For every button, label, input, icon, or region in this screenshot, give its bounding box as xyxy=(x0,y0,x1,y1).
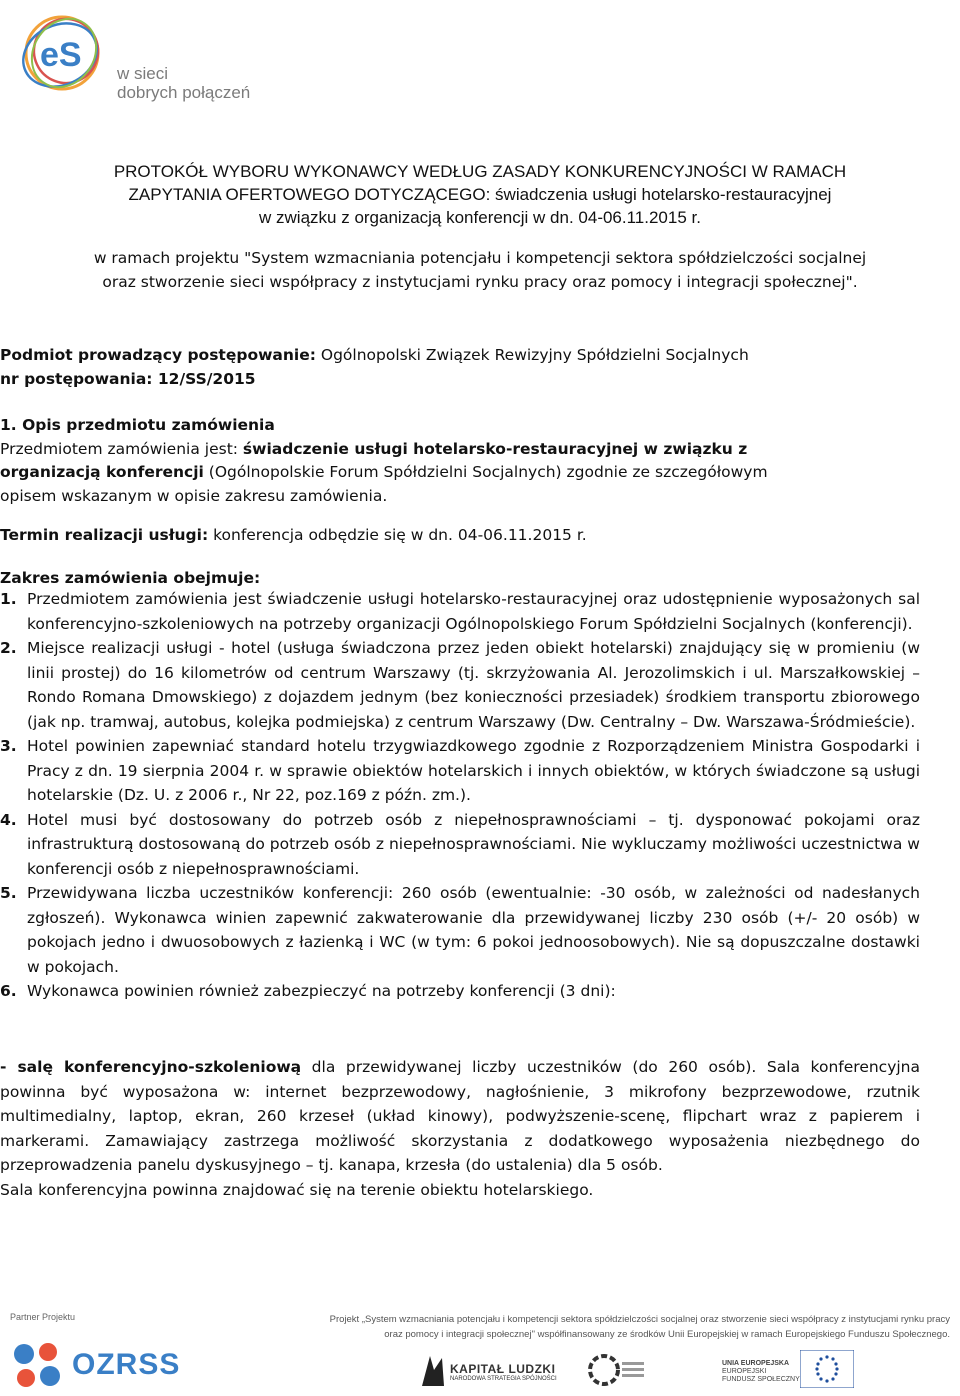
document-title xyxy=(0,160,960,229)
partner-label: Partner Projektu xyxy=(10,1312,76,1322)
hall-label: - salę konferencyjno-szkoleniową xyxy=(0,1058,302,1076)
title-line-2-rest: świadczenia usługi hotelarsko-restauracyjnej xyxy=(490,185,832,204)
scope-item: 6. Wykonawca powinien również zabezpieczyć na potrzeby konferencji (3 dni): xyxy=(0,982,616,1000)
es-logo xyxy=(14,8,251,102)
desc-line-2a: organizacją konferencji xyxy=(0,463,204,481)
eu-line-2: EUROPEJSKI xyxy=(722,1368,767,1375)
title-line-3 xyxy=(0,206,960,229)
title-line-3-rest: w dn. 04-06.11.2015 r. xyxy=(528,208,701,227)
entity-label: Podmiot prowadzący postępowanie: xyxy=(0,346,316,364)
title-line-2 xyxy=(0,183,960,206)
scope-item: 2. Miejsce realizacji usługi - hotel (usługa świadczona przez jeden obiekt hotelarski) znajdujący się w promieniu (w linii prostej) do 16 kilometrów od centrum Warszawy (tj. skrzyżowania Al. Jerozolimskich i ul. Marszałkowskiej – Rondo Romana Dmowskiego) z dojazdem jednym (bez konieczności przesiadek) środkiem transportu zbiorowego (jak np. tramwaj, autobus, kolejka podmiejska) z centrum Warszawy (Dw. Centralny – Dw. Warszawa-Śródmieście). xyxy=(0,639,920,731)
desc-line-1b: świadczenie usługi hotelarsko-restauracyjnej w związku z xyxy=(242,439,748,458)
scope-item: 1. Przedmiotem zamówienia jest świadczenie usługi hotelarsko-restauracyjnej oraz udostępnienie wyposażonych sal konferencyjno-szkoleniowych na potrzeby organizacji Ogólnopolskiego Forum Spółdzielni Socjalnych (konferencji). xyxy=(0,590,920,633)
hall-location: Sala konferencyjna powinna znajdować się na terenie obiektu hotelarskiego. xyxy=(0,1180,594,1199)
partner-name: OZRSS xyxy=(72,1348,181,1381)
ozrss-logo-icon xyxy=(10,1340,66,1390)
term-info xyxy=(0,523,960,547)
eu-text xyxy=(722,1360,800,1384)
es-rings-icon xyxy=(14,8,114,98)
scope-heading: Zakres zamówienia obejmuje: xyxy=(0,569,261,587)
logo-line-2: dobrych połączeń xyxy=(117,83,251,102)
desc-line-2b: (Ogólnopolskie Forum Spółdzielni Socjalnych) zgodnie ze szczegółowym xyxy=(203,463,768,481)
title-line-3-bold: w związku z organizacją konferencji xyxy=(259,208,529,227)
term-label: Termin realizacji usługi: xyxy=(0,526,209,544)
kl-subtitle: NARODOWA STRATEGIA SPÓJNOŚCI xyxy=(450,1376,557,1382)
kapital-ludzki-icon xyxy=(418,1352,448,1388)
project-note-line-2: oraz pomocy i integracji społecznej" współfinansowany ze środków Unii Europejskiej w ramach Europejskiego Funduszu Społecznego. xyxy=(384,1329,950,1340)
kl-title: KAPITAŁ LUDZKI xyxy=(450,1362,556,1376)
title-line-2-bold: ZAPYTANIA OFERTOWEGO DOTYCZĄCEGO: xyxy=(128,185,491,204)
project-note xyxy=(300,1312,950,1342)
scope-item: 4. Hotel musi być dostosowany do potrzeb osób z niepełnosprawnościami – tj. dysponować pokojami oraz infrastrukturą dostosowaną do potrzeb osób z niepełnosprawnościami. Nie wykluczamy możliwości uczestnictwa w konferencji osób z niepełnosprawnościami. xyxy=(0,810,920,878)
procedure-number: nr postępowania: 12/SS/2015 xyxy=(0,370,256,388)
entity-value: Ogólnopolski Związek Rewizyjny Spółdzielni Socjalnych xyxy=(315,346,749,364)
project-note-line-1: Projekt „System wzmacniania potencjału i kompetencji sektora spółdzielczości socjalnej oraz stworzenie sieci współpracy z instytucjami rynku pracy xyxy=(329,1314,950,1325)
hall-requirements xyxy=(0,1055,920,1203)
eu-flag-icon xyxy=(800,1350,854,1388)
logo-line-1: w sieci xyxy=(117,64,169,83)
entity-info xyxy=(0,343,960,391)
subtitle-line-2: oraz stworzenie sieci współpracy z instytucjami rynku pracy oraz pomocy i integracji społecznej". xyxy=(102,273,858,291)
scope-item: 5. Przewidywana liczba uczestników konferencji: 260 osób (ewentualnie: -30 osób, w zależności od nadesłanych zgłoszeń). Wykonawca winien zapewnić zakwaterowanie dla przewidywanej liczby 230 osób (+/- 20 osób) w pokojach jedno i dwuosobowych z łazienką i WC (w tym: 6 pokoi jednoosobowych). Nie są dopuszczalne dostawki w pokojach. xyxy=(0,884,920,976)
hall-text: dla przewidywanej liczby uczestników (do 260 osób). Sala konferencyjna powinna być wyposażona w: internet bezprzewodowy, nagłośnienie, 3 mikrofony bezprzewodowe, rzutnik multimedialny, laptop, ekran, 260 krzeseł (układ kinowy), podwyższenie-scenę, flipchart wraz z papierem i markerami. Zamawiający zastrzega możliwość skorzystania z dodatkowego wyposażenia niezbędnego do przeprowadzenia panelu dyskusyjnego – tj. kanapa, krzesła (do ustalenia) dla 5 osób. xyxy=(0,1058,920,1175)
subtitle-line-1: w ramach projektu "System wzmacniania potencjału i kompetencji sektora spółdzielczości socjalnej xyxy=(93,249,867,267)
scope-item: 3. Hotel powinien zapewniać standard hotelu trzygwiazdkowego zgodnie z Rozporządzeniem Ministra Gospodarki i Pracy z dn. 19 sierpnia 2004 r. w sprawie obiektów hotelarskich i innych obiektów, w których świadczone są usługi hotelarskie (Dz. U. z 2006 r., Nr 22, poz.169 z późn. zm.). xyxy=(0,737,920,804)
kapital-ludzki-logo xyxy=(450,1362,557,1382)
term-value: konferencja odbędzie się w dn. 04-06.11.2015 r. xyxy=(208,526,587,544)
desc-line-1a: Przedmiotem zamówienia jest: xyxy=(0,439,243,458)
eu-line-3: FUNDUSZ SPOŁECZNY xyxy=(722,1376,800,1383)
social-economy-logo-icon xyxy=(586,1352,646,1388)
desc-line-3: opisem wskazanym w opisie zakresu zamówienia. xyxy=(0,486,388,505)
eu-line-1: UNIA EUROPEJSKA xyxy=(722,1360,790,1367)
project-subtitle xyxy=(0,246,960,294)
scope-list xyxy=(0,587,920,1004)
title-line-1: PROTOKÓŁ WYBORU WYKONAWCY WEDŁUG ZASADY KONKURENCYJNOŚCI W RAMACH xyxy=(113,162,847,181)
section-description xyxy=(0,414,960,508)
section-heading: 1. Opis przedmiotu zamówienia xyxy=(0,416,275,434)
footer xyxy=(0,1300,960,1396)
logo-mark: eS xyxy=(40,36,82,74)
